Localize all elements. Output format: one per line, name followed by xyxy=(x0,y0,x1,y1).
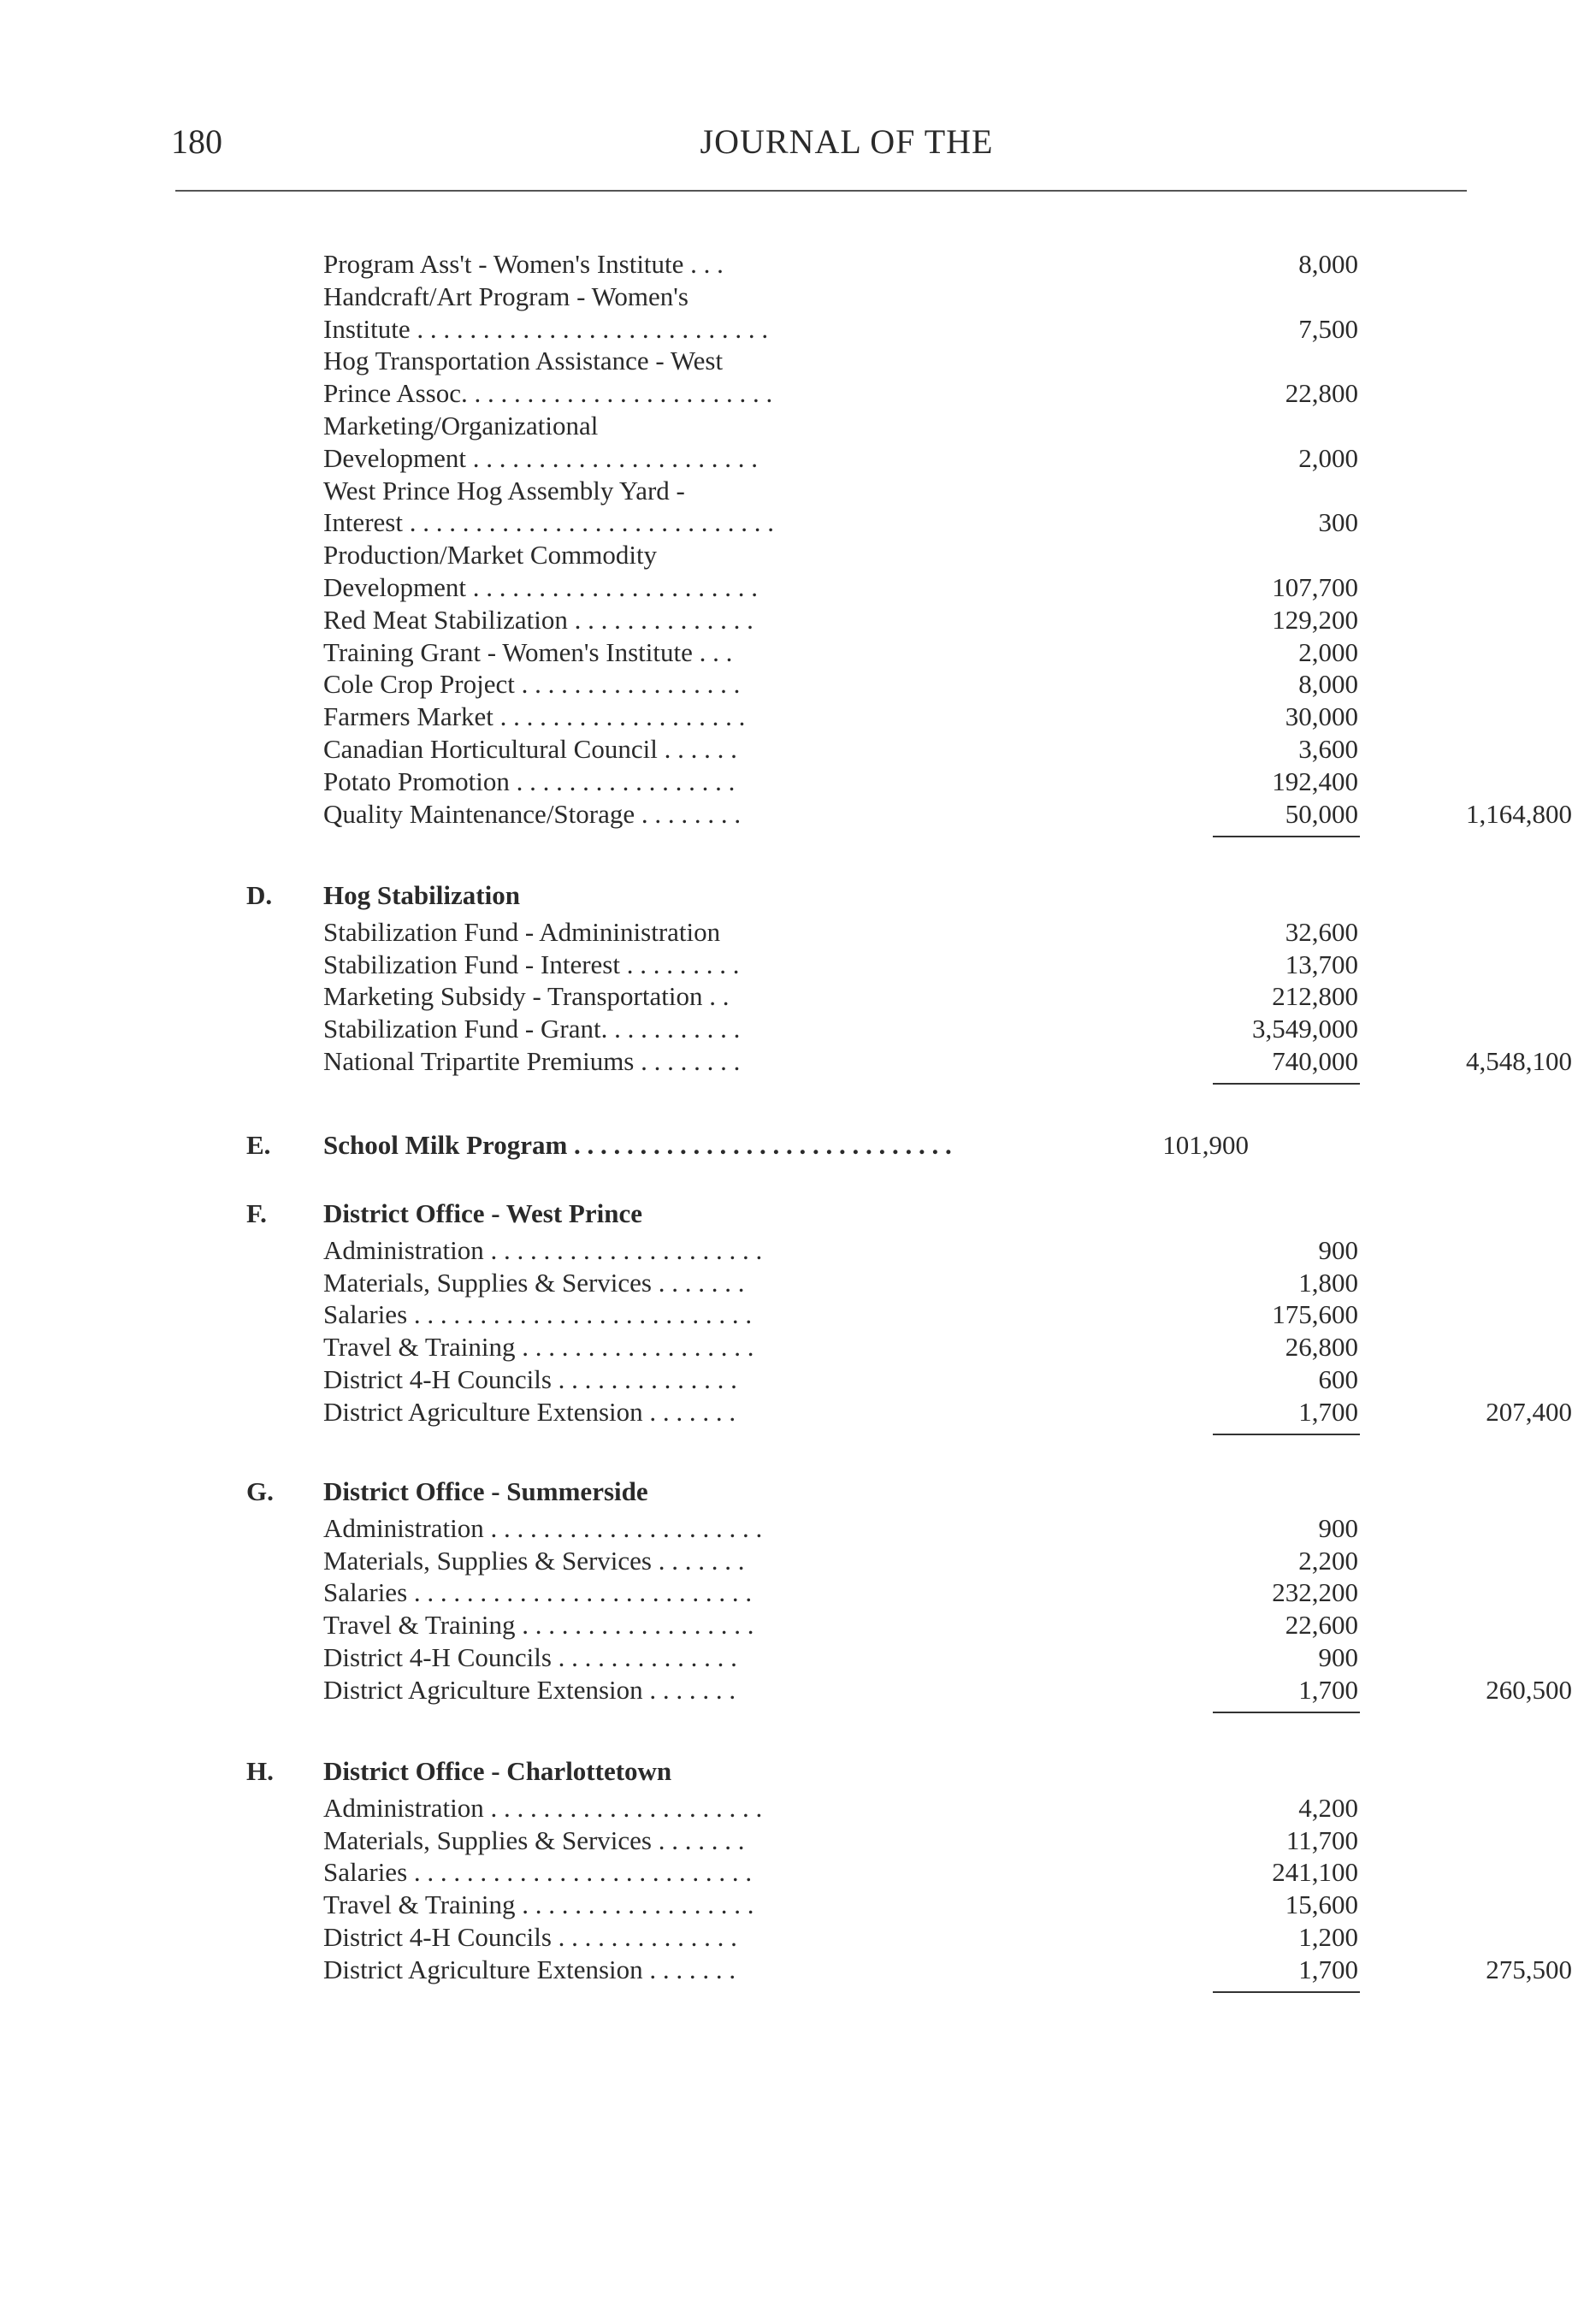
line-item-amount: 8,000 xyxy=(1298,669,1358,700)
line-item-label: Stabilization Fund - Grant. . . . . . . . . . . xyxy=(323,1014,741,1044)
line-item-amount: 107,700 xyxy=(1272,572,1358,602)
line-item-amount: 175,600 xyxy=(1272,1299,1358,1330)
line-item-amount: 1,700 xyxy=(956,1674,1358,1706)
line-item-label: Marketing/Organizational xyxy=(323,411,599,441)
line-item-amount: 241,100 xyxy=(1272,1857,1358,1888)
page-header xyxy=(171,121,1471,164)
line-item-amount: 1,700 xyxy=(956,1396,1358,1428)
line-item-amount: 740,000 xyxy=(956,1045,1358,1078)
line-item-amount: 300 xyxy=(1318,507,1358,538)
line-item-amount: 30,000 xyxy=(1285,701,1358,732)
line-item-label: Canadian Horticultural Council . . . . . . xyxy=(323,734,737,764)
line-item-label: Training Grant - Women's Institute . . . xyxy=(323,636,733,667)
section-title: District Office - West Prince xyxy=(323,1198,642,1228)
line-item-amount: 32,600 xyxy=(1285,916,1358,947)
section-total: 275,500 xyxy=(1486,1954,1572,1984)
line-item-amount: 1,800 xyxy=(1298,1267,1358,1298)
section-total: 4,548,100 xyxy=(1466,1046,1572,1076)
line-item-label: District Agriculture Extension . . . . . . . xyxy=(323,1396,736,1427)
line-item-amount: 900 xyxy=(1318,1512,1358,1543)
line-item-label: Salaries . . . . . . . . . . . . . . . . . . . . . . . . . . xyxy=(323,1577,753,1608)
line-item-label: Farmers Market . . . . . . . . . . . . . . . . . . . xyxy=(323,701,746,732)
line-item-amount: 22,600 xyxy=(1285,1610,1358,1641)
line-item-amount: 212,800 xyxy=(1272,981,1358,1012)
section-letter: D. xyxy=(246,880,273,910)
line-item-label: West Prince Hog Assembly Yard - xyxy=(323,475,685,506)
section-title: District Office - Summerside xyxy=(323,1476,648,1506)
line-item-label: District 4-H Councils . . . . . . . . . . . . . . xyxy=(323,1922,737,1952)
line-item-label: Hog Transportation Assistance - West xyxy=(323,346,724,376)
line-item-label: District Agriculture Extension . . . . . . . xyxy=(323,1954,736,1984)
line-item-amount: 8,000 xyxy=(1298,249,1358,279)
line-item-label: District 4-H Councils . . . . . . . . . . . . . . xyxy=(323,1642,737,1672)
line-item-label: Development . . . . . . . . . . . . . . . . . . . . . . xyxy=(323,442,759,473)
line-item-amount: 900 xyxy=(1318,1642,1358,1672)
line-item-label: Salaries . . . . . . . . . . . . . . . . . . . . . . . . . . xyxy=(323,1857,753,1888)
line-item-amount: 900 xyxy=(1318,1234,1358,1265)
line-item-amount: 2,200 xyxy=(1298,1545,1358,1576)
line-item-label: Quality Maintenance/Storage . . . . . . . . xyxy=(323,798,742,829)
line-item-amount: 13,700 xyxy=(1285,949,1358,979)
line-item-label: Administration . . . . . . . . . . . . . . . . . . . . . xyxy=(323,1792,763,1823)
section-total: 101,900 xyxy=(1162,1130,1249,1160)
header-rule xyxy=(175,190,1467,192)
line-item-label: Potato Promotion . . . . . . . . . . . . . . . . . xyxy=(323,766,736,796)
line-item-label: Handcraft/Art Program - Women's xyxy=(323,281,688,311)
section-letter: E. xyxy=(246,1130,271,1160)
line-item-amount: 4,200 xyxy=(1298,1792,1358,1823)
section-total: 260,500 xyxy=(1486,1674,1572,1705)
page-number: 180 xyxy=(171,122,222,161)
line-item-label: Administration . . . . . . . . . . . . . . . . . . . . . xyxy=(323,1234,763,1265)
line-item-label: Cole Crop Project . . . . . . . . . . . . . . . . . xyxy=(323,669,741,700)
line-item-amount: 11,700 xyxy=(1285,1824,1358,1855)
line-item-label: Interest . . . . . . . . . . . . . . . . . . . . . . . . . . . . xyxy=(323,507,774,538)
line-item-label: Materials, Supplies & Services . . . . . . . xyxy=(323,1267,745,1298)
line-item-label: Travel & Training . . . . . . . . . . . . . . . . . . xyxy=(323,1610,754,1641)
line-item-label: Marketing Subsidy - Transportation . . xyxy=(323,981,730,1012)
line-item-label: Travel & Training . . . . . . . . . . . . . . . . . . xyxy=(323,1332,754,1363)
line-item-amount: 2,000 xyxy=(1298,636,1358,667)
line-item-label: Administration . . . . . . . . . . . . . . . . . . . . . xyxy=(323,1512,763,1543)
section-total: 207,400 xyxy=(1486,1396,1572,1427)
line-item-amount: 50,000 xyxy=(956,798,1358,831)
line-item-label: Prince Assoc. . . . . . . . . . . . . . . . . . . . . . . . xyxy=(323,378,773,409)
line-item-label: District Agriculture Extension . . . . . . . xyxy=(323,1674,736,1705)
section-title: School Milk Program . . . . . . . . . . . . . . . . . . . . . . . . . . . . . xyxy=(323,1130,952,1160)
line-item-label: Red Meat Stabilization . . . . . . . . . . . . . . xyxy=(323,604,753,635)
line-item-label: Institute . . . . . . . . . . . . . . . . . . . . . . . . . . . xyxy=(323,313,769,344)
line-item-label: Development . . . . . . . . . . . . . . . . . . . . . . xyxy=(323,572,759,602)
line-item-label: District 4-H Councils . . . . . . . . . . . . . . xyxy=(323,1364,737,1394)
section-title: Hog Stabilization xyxy=(323,880,520,910)
line-item-amount: 22,800 xyxy=(1285,378,1358,409)
line-item-label: Stabilization Fund - Interest . . . . . . . . . xyxy=(323,949,740,979)
section-letter: F. xyxy=(246,1198,267,1228)
line-item-amount: 1,700 xyxy=(956,1954,1358,1986)
line-item-amount: 7,500 xyxy=(1298,313,1358,344)
line-item-amount: 232,200 xyxy=(1272,1577,1358,1608)
section-title: District Office - Charlottetown xyxy=(323,1756,672,1786)
line-item-label: Program Ass't - Women's Institute . . . xyxy=(323,249,724,279)
line-item-label: National Tripartite Premiums . . . . . . . . xyxy=(323,1046,741,1076)
running-title: JOURNAL OF THE xyxy=(700,122,994,161)
line-item-amount: 26,800 xyxy=(1285,1332,1358,1363)
line-item-label: Materials, Supplies & Services . . . . . . . xyxy=(323,1824,745,1855)
line-item-amount: 1,200 xyxy=(1298,1922,1358,1952)
line-item-label: Travel & Training . . . . . . . . . . . . . . . . . . xyxy=(323,1889,754,1920)
line-item-amount: 600 xyxy=(1318,1364,1358,1394)
line-item-amount: 3,600 xyxy=(1298,734,1358,764)
subtotal-amount: 1,164,800 xyxy=(1466,798,1572,829)
line-item-amount: 129,200 xyxy=(1272,604,1358,635)
line-item-amount: 2,000 xyxy=(1298,442,1358,473)
line-item-label: Stabilization Fund - Admininistration xyxy=(323,916,721,947)
line-item-amount: 192,400 xyxy=(1272,766,1358,796)
line-item-label: Salaries . . . . . . . . . . . . . . . . . . . . . . . . . . xyxy=(323,1299,753,1330)
line-item-amount: 3,549,000 xyxy=(1252,1014,1358,1044)
section-letter: H. xyxy=(246,1756,274,1786)
line-item-label: Materials, Supplies & Services . . . . . . . xyxy=(323,1545,745,1576)
section-letter: G. xyxy=(246,1476,274,1506)
line-item-amount: 15,600 xyxy=(1285,1889,1358,1920)
line-item-label: Production/Market Commodity xyxy=(323,540,658,571)
